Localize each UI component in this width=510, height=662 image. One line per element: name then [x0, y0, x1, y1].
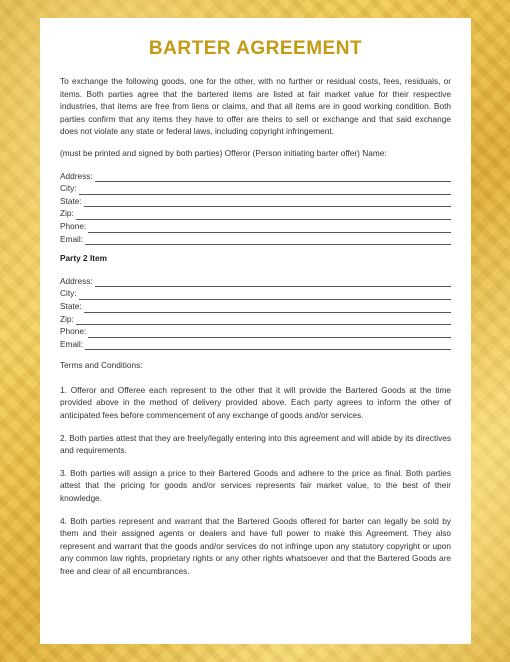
party1-state-field[interactable]: State: — [60, 195, 451, 208]
party1-address-field[interactable]: Address: — [60, 170, 451, 183]
document-title: BARTER AGREEMENT — [148, 38, 363, 59]
terms-heading: Terms and Conditions: — [60, 360, 143, 371]
party1-zip-field[interactable]: Zip: — [60, 207, 451, 220]
party2-state-field[interactable]: State: — [60, 300, 451, 313]
term-1: 1. Offeror and Offeree each represent to the other that it will provide the Bartered Goods at the time provided above in the method of delivery provided above. Each party agrees to inform the other of anticipated fees before commencement of any exchange of goods and/or services. — [60, 384, 451, 421]
offeror-note: (must be printed and signed by both parties) Offeror (Person initiating barter offer) Name: — [60, 147, 387, 158]
party2-phone-field[interactable]: Phone: — [60, 325, 451, 338]
party2-city-field[interactable]: City: — [60, 287, 451, 300]
term-3: 3. Both parties will assign a price to their Bartered Goods and adhere to the price as final. Both parties attest that the pricing for goods and/or services represents fair market value, to the best of their knowledge. — [60, 467, 451, 504]
party2-fields — [60, 275, 451, 351]
term-4: 4. Both parties represent and warrant that the Bartered Goods offered for barter can legally be sold by them and their assigned agents or dealers and have full power to make this Agreement. They also represent and warrant that the goods and/or services do not infringe upon any statutory copyright or upon any common law rights, proprietary rights or any other rights whatsoever and that the Bartered Goods are free and clear of all encumbrances. — [60, 515, 451, 576]
party1-fields — [60, 170, 451, 246]
party2-address-field[interactable]: Address: — [60, 275, 451, 288]
party1-city-field[interactable]: City: — [60, 182, 451, 195]
party2-email-field[interactable]: Email: — [60, 338, 451, 351]
document-page — [40, 18, 471, 644]
party1-phone-field[interactable]: Phone: — [60, 220, 451, 233]
intro-paragraph: To exchange the following goods, one for the other, with no further or residual costs, fees, residuals, or items. Both parties agree that the bartered items are listed at fair market value for their respective industries, that items are free from liens or claims, and that all items are in good working condition. Both parties confirm that any items they have to offer are theirs to sell or exchange and that said exchange does not violate any state or federal laws, including copyright infringement. — [60, 76, 451, 137]
party2-heading: Party 2 Item — [60, 253, 108, 264]
party1-email-field[interactable]: Email: — [60, 233, 451, 246]
term-2: 2. Both parties attest that they are freely/legally entering into this agreement and will abide by its directives and requirements. — [60, 432, 451, 456]
party2-zip-field[interactable]: Zip: — [60, 313, 451, 326]
